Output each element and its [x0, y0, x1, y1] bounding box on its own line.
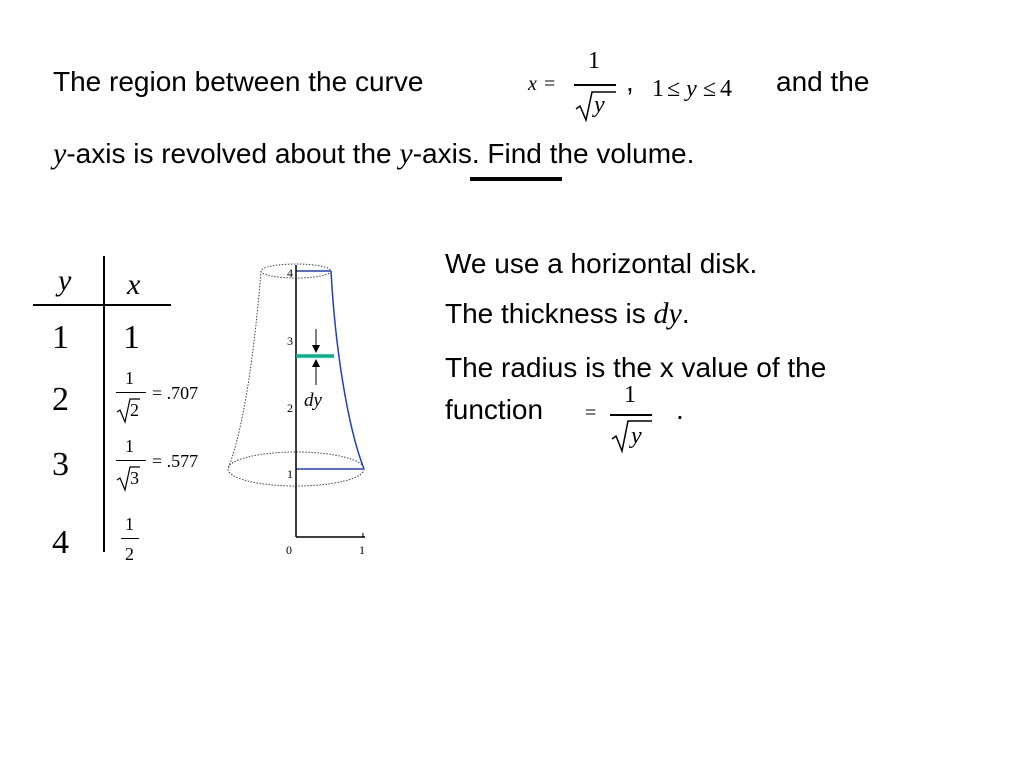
- underline-bar: [470, 177, 562, 181]
- fraction-bar: [574, 84, 616, 86]
- radius-equation: [584, 380, 662, 460]
- row3-fraction-bar: [116, 460, 146, 461]
- inequality-high: 4: [720, 76, 732, 102]
- row2-fraction-bar: [116, 392, 146, 393]
- explanation-line1: We use a horizontal disk.: [445, 248, 758, 279]
- comma: ,: [626, 66, 634, 97]
- problem-line2: [53, 137, 694, 171]
- revolution-graph: [215, 255, 395, 575]
- problem-line1-prefix: The region between the curve: [53, 66, 424, 97]
- dy-arrowhead-top: [312, 345, 320, 353]
- line2-dy: dy: [653, 297, 682, 330]
- table-row4-x: [118, 512, 148, 570]
- y-tick-label-3: 3: [287, 334, 293, 348]
- curve-denominator-y: y: [594, 92, 605, 118]
- row2-approx: = .707: [152, 383, 199, 403]
- inequality: [652, 76, 732, 103]
- row3-num: 1: [125, 436, 134, 456]
- radius-den: y: [631, 423, 642, 449]
- table-vertical-rule: [103, 256, 105, 552]
- radius-period: .: [676, 394, 684, 425]
- problem-line1-suffix: and the: [776, 66, 870, 97]
- row4-num: 1: [125, 514, 134, 534]
- x-tick-label-1: 1: [359, 543, 365, 557]
- table-row1-y: 1: [52, 319, 69, 356]
- dy-arrowhead-bottom: [312, 359, 320, 367]
- radius-num: 1: [624, 382, 636, 408]
- row3-den: 3: [130, 468, 139, 488]
- line2-mid: -axis is revolved about the: [66, 138, 392, 169]
- x-tick-label-0: 0: [286, 543, 292, 557]
- line2-y: y: [53, 137, 67, 170]
- line2-y2: y: [399, 137, 413, 170]
- y-tick-label-1: 1: [287, 467, 293, 481]
- line2-end: -axis. Find the volume.: [412, 138, 695, 169]
- y-tick-label-2: 2: [287, 401, 293, 415]
- y-tick-label-4: 4: [287, 266, 293, 280]
- curve-equation: [528, 44, 620, 124]
- left-profile-outline: [228, 271, 261, 469]
- explanation-line3: The radius is the x value of the: [445, 352, 827, 383]
- row4-fraction-bar: [121, 538, 139, 539]
- table-header-y: y: [58, 264, 72, 297]
- table-header-x: x: [127, 268, 141, 301]
- inequality-low: 1: [652, 76, 664, 102]
- explanation-line4-prefix: function: [445, 394, 544, 425]
- table-row3-y: 3: [52, 446, 69, 483]
- row3-approx: = .577: [152, 451, 199, 471]
- inequality-var: y: [686, 76, 697, 102]
- line2-period: .: [681, 298, 690, 329]
- inequality-leq-1: ≤: [667, 76, 681, 102]
- curve-profile: [331, 271, 364, 469]
- explanation-line2: [445, 297, 690, 331]
- table-row1-x: 1: [123, 319, 140, 356]
- dy-label: dy: [304, 390, 322, 411]
- curve-x: x: [528, 73, 537, 95]
- line2-prefix: The thickness is: [445, 298, 646, 329]
- inequality-leq-2: ≤: [702, 76, 716, 102]
- curve-equals: =: [544, 73, 556, 95]
- table-horizontal-rule: [33, 304, 171, 306]
- row2-num: 1: [125, 368, 134, 388]
- curve-numerator: 1: [588, 48, 600, 74]
- table-row2-y: 2: [52, 381, 69, 418]
- table-row3-x: [114, 434, 214, 496]
- row2-den: 2: [130, 400, 139, 420]
- row4-den: 2: [125, 544, 134, 564]
- table-row4-y: 4: [52, 524, 69, 561]
- radius-equals: =: [585, 402, 597, 424]
- table-row2-x: [114, 366, 214, 428]
- radius-fraction-bar: [610, 414, 652, 416]
